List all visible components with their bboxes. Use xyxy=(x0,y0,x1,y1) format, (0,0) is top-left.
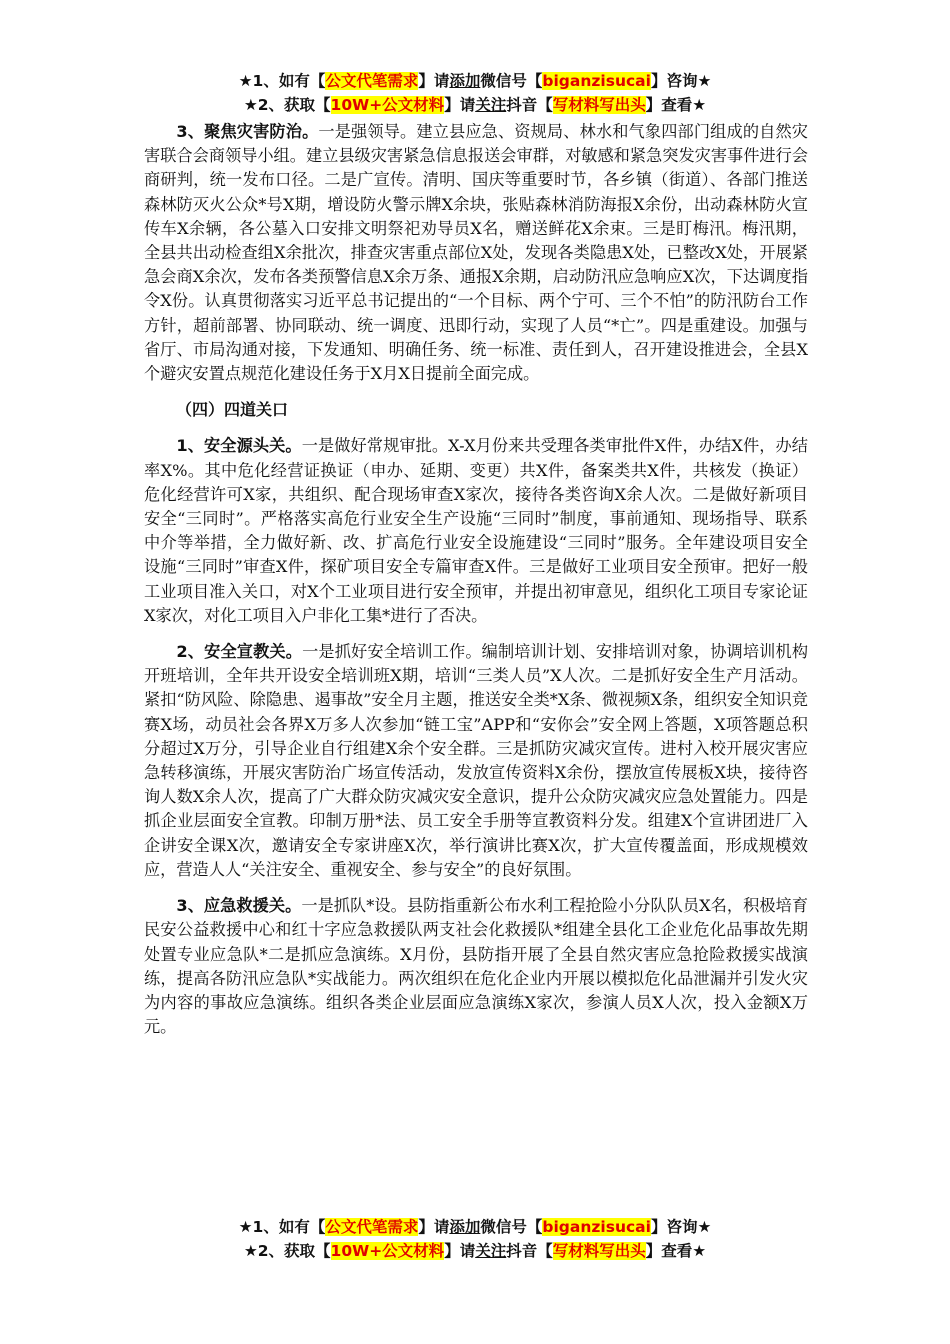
bottom-banner-line-1 xyxy=(0,1216,950,1238)
paragraph-safety-source xyxy=(144,434,808,628)
banner-underline: 关注 xyxy=(475,1242,507,1260)
banner-text: 】请 xyxy=(418,1218,450,1236)
banner-highlight: 写材料写出头 xyxy=(552,96,646,114)
banner-text: ★2、获取【 xyxy=(243,96,331,114)
banner-text: 抖音【 xyxy=(506,1242,553,1260)
paragraph-lead: 1、安全源头关。 xyxy=(176,436,302,456)
paragraph-lead: 3、聚焦灾害防治。 xyxy=(176,122,319,141)
banner-highlight: biganzisucai xyxy=(542,1218,651,1236)
banner-text: 微信号【 xyxy=(480,72,543,90)
banner-text: 】查看★ xyxy=(645,96,707,114)
top-banner-line-1 xyxy=(0,70,950,92)
banner-underline: 添加 xyxy=(449,72,481,90)
paragraph-emergency-rescue xyxy=(144,894,808,1039)
paragraph-text: 一是做好常规审批。X-X月份来共受理各类审批件X件，办结X件，办结率X%。其中危化经营证换证（申办、延期、变更）共X件，备案类共X件，共核发（换证）危化经营许可X家，共组织、配合现场审查X家次，接待各类咨询X余人次。二是做好新项目安全“三同时”。严格落实高危行业安全生产设施“三同时”制度，事前通知、现场指导、联系中介等举措，全力做好新、改、扩高危行业安全设施建设“三同时”服务。全年建设项目安全设施“三同时”审查X件，探矿项目安全专篇审查X件。三是做好工业项目安全预审。把好一般工业项目准入关口，对X个工业项目进行安全预审，并提出初审意见，组织化工项目专家论证X家次，对化工项目入户非化工集*进行了否决。 xyxy=(144,436,808,625)
document-body xyxy=(144,120,808,1051)
banner-text: 】请 xyxy=(418,72,450,90)
banner-highlight: 公文代笔需求 xyxy=(325,72,419,90)
banner-highlight: biganzisucai xyxy=(542,72,651,90)
top-banner-line-2 xyxy=(0,94,950,116)
paragraph-lead: 3、应急救援关。 xyxy=(176,896,302,916)
paragraph-text: 一是强领导。建立县应急、资规局、林水和气象四部门组成的自然灾害联合会商领导小组。建立县级灾害紧急信息报送会审群，对敏感和紧急突发灾害事件进行会商研判，统一发布口径。二是广宣传。清明、国庆等重要时节，各乡镇（街道）、各部门推送森林防灭火公众*号X期，增设防火警示牌X余块，张贴森林消防海报X余份，出动森林防火宣传车X余辆，各公墓入口安排文明祭祀劝导员X名，赠送鲜花X余束。三是盯梅汛。梅汛期，全县共出动检查组X余批次，排查灾害重点部位X处，发现各类隐患X处，已整改X处，开展紧急会商X余次，发布各类预警信息X余万条、通报X余期，启动防汛应急响应X次，下达调度指令X份。认真贯彻落实习近平总书记提出的“一个目标、两个宁可、三个不怕”的防汛防台工作方针，超前部署、协同联动、统一调度、迅即行动，实现了人员“*亡”。四是重建设。加强与省厅、市局沟通对接，下发通知、明确任务、统一标准、责任到人，召开建设推进会，全县X个避灾安置点规范化建设任务于X月X日提前全面完成。 xyxy=(144,122,808,384)
banner-highlight: 10W+公文材料 xyxy=(330,96,445,114)
paragraph-text: 一是抓好安全培训工作。编制培训计划、安排培训对象，协调培训机构开班培训，全年共开设安全培训班X期，培训“三类人员”X人次。二是抓好安全生产月活动。紧扣“防风险、除隐患、遏事故”安全月主题，推送安全类*X条、微视频X条，组织安全知识竞赛X场，动员社会各界X万多人次参加“链工宝”APP和“安你会”安全网上答题，X项答题总积分超过X万分，引导企业自行组建X余个安全群。三是抓防灾减灾宣传。进村入校开展灾害应急转移演练，开展灾害防治广场宣传活动，发放宣传资料X余份，摆放宣传展板X块，接待咨询人数X余人次，提高了广大群众防灾减灾安全意识，提升公众防灾减灾应急处置能力。四是抓企业层面安全宣教。印制万册*法、员工安全手册等宣教资料分发。组建X个宣讲团进厂入企讲安全课X次，邀请安全专家讲座X次，举行演讲比赛X次，扩大宣传覆盖面，形成规模效应，营造人人“关注安全、重视安全、参与安全”的良好氛围。 xyxy=(144,642,809,879)
banner-underline: 关注 xyxy=(475,96,507,114)
banner-text: 抖音【 xyxy=(506,96,553,114)
banner-highlight: 10W+公文材料 xyxy=(330,1242,445,1260)
bottom-banner-line-2 xyxy=(0,1240,950,1262)
banner-highlight: 公文代笔需求 xyxy=(325,1218,419,1236)
paragraph-safety-education xyxy=(144,640,808,882)
banner-text: 】咨询★ xyxy=(650,72,712,90)
banner-text: 微信号【 xyxy=(480,1218,543,1236)
paragraph-disaster-prevention xyxy=(144,120,808,386)
banner-text: 】请 xyxy=(444,96,476,114)
banner-text: ★1、如有【 xyxy=(238,1218,326,1236)
banner-text: 】咨询★ xyxy=(650,1218,712,1236)
banner-text: ★1、如有【 xyxy=(238,72,326,90)
banner-highlight: 写材料写出头 xyxy=(552,1242,646,1260)
banner-text: ★2、获取【 xyxy=(243,1242,331,1260)
banner-underline: 添加 xyxy=(449,1218,481,1236)
paragraph-lead: 2、安全宣教关。 xyxy=(176,642,303,662)
banner-text: 】查看★ xyxy=(645,1242,707,1260)
section-heading: （四）四道关口 xyxy=(176,400,289,420)
banner-text: 】请 xyxy=(444,1242,476,1260)
paragraph-text: 一是抓队*设。县防指重新公布水利工程抢险小分队队员X名，积极培育民安公益救援中心和红十字应急救援队两支社会化救援队*组建全县化工企业危化品事故先期处置专业应急队*二是抓应急演练。X月份，县防指开展了全县自然灾害应急抢险救援实战演练，提高各防汛应急队*实战能力。两次组织在危化企业内开展以模拟危化品泄漏并引发火灾为内容的事故应急演练。组织各类企业层面应急演练X家次，参演人员X人次，投入金额X万元。 xyxy=(144,896,809,1037)
